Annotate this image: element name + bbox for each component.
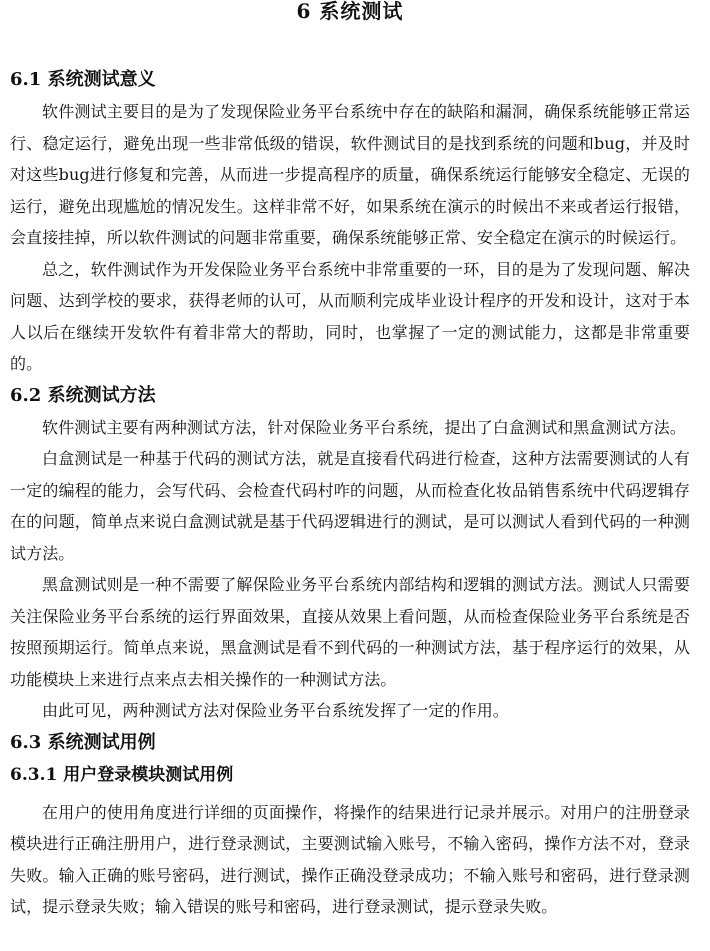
spacer [10,24,690,64]
paragraph: 黑盒测试则是一种不需要了解保险业务平台系统内部结构和逻辑的测试方法。测试人只需要关注保险业务平台系统的运行界面效果，直接从效果上看问题，从而检查保险业务平台系统是否按照预期运行。简单点来说，黑盒测试是看不到代码的一种测试方法，基于程序运行的效果，从功能模块上来进行点来点去相关操作的一种测试方法。 [10,575,690,689]
paragraph: 由此可见，两种测试方法对保险业务平台系统发挥了一定的作用。 [42,701,509,720]
paragraph: 软件测试主要目的是为了发现保险业务平台系统中存在的缺陷和漏洞，确保系统能够正常运行、稳定运行，避免出现一些非常低级的错误，软件测试目的是找到系统的问题和bug，并及时对这些bug进行修复和完善，从而进一步提高程序的质量，确保系统运行能够安全稳定、无误的运行，避免出现尴尬的情况发生。这样非常不好，如果系统在演示的时候出不来或者运行报错，会直接挂掉，所以软件测试的问题非常重要，确保系统能够正常、安全稳定在演示的时候运行。 [10,102,690,247]
document-page [10,0,690,951]
paragraph: 总之，软件测试作为开发保险业务平台系统中非常重要的一环，目的是为了发现问题、解决问题、达到学校的要求，获得老师的认可，从而顺利完成毕业设计程序的开发和设计，这对于本人以后在继续开发软件有着非常大的帮助，同时，也掌握了一定的测试能力，这都是非常重要的。 [10,259,690,373]
section-heading-6-1: 6.1 系统测试意义 [10,69,156,90]
section-heading-6-3: 6.3 系统测试用例 [10,731,156,753]
paragraph: 白盒测试是一种基于代码的测试方法，就是直接看代码进行检查，这种方法需要测试的人有一定的编程的能力，会写代码、会检查代码村咋的问题，从而检查化妆品销售系统中代码逻辑存在的问题，简单点来说白盒测试就是基于代码逻辑进行的测试，是可以测试人看到代码的一种测试方法。 [10,449,690,563]
section-heading-6-3-1: 6.3.1 用户登录模块测试用例 [10,764,234,785]
paragraph: 在用户的使用角度进行详细的页面操作，将操作的结果进行记录并展示。对用户的注册登录模块进行正确注册用户，进行登录测试，主要测试输入账号，不输入密码，操作方法不对，登录失败。输入正确的账号密码，进行测试，操作正确没登录成功；不输入账号和密码，进行登录测试，提示登录失败；输入错误的账号和密码，进行登录测试，提示登录失败。 [10,802,690,916]
section-heading-6-2: 6.2 系统测试方法 [10,384,156,406]
paragraph: 软件测试主要有两种测试方法，针对保险业务平台系统，提出了白盒测试和黑盒测试方法。 [42,417,687,437]
chapter-title: 6 系统测试 [296,0,404,23]
